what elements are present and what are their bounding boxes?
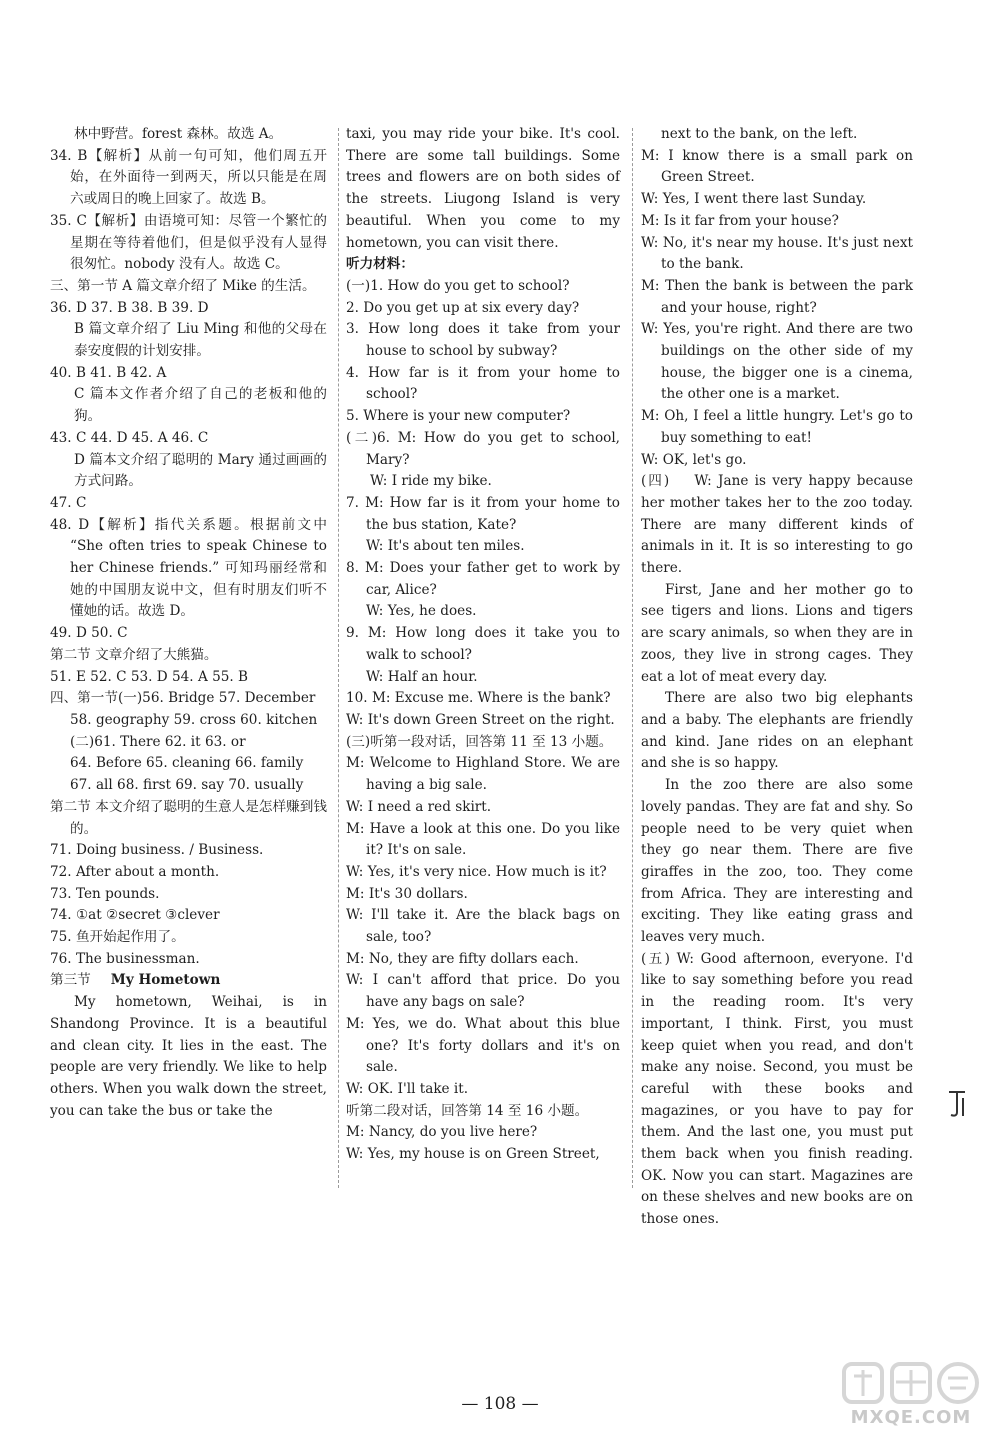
answer-item-48: 48. D【解析】指代关系题。根据前文中 “She often tries to speak Chinese to her Chinese friends.” 可知玛丽经常和她的中国朋友说中文，但有时朋友们听不懂她的话。故选 D。 [50, 516, 327, 620]
watermark-text: MXQE.COM [850, 1407, 972, 1428]
dialogue-10-m: 10. M: Excuse me. Where is the bank? [346, 690, 611, 707]
green-street-dialogue-line: W: Yes, my house is on Green Street, [346, 1146, 600, 1163]
column-answers [50, 124, 327, 1122]
essay-body-continued: taxi, you may ride your bike. It's cool. There are some tall buildings. Some trees and flowers are on both sides of the streets. Liugong Island is very beautiful. When you come to my hometown, you can visit there. [346, 126, 620, 251]
column-divider-left [338, 128, 339, 1188]
page-number: — 108 — [461, 1394, 539, 1414]
answer-row-67-70: 67. all 68. first 69. say 70. usually [70, 777, 304, 794]
store-dialogue-line: W: Yes, it's very nice. How much is it? [346, 863, 607, 880]
section-4-part-1: 四、第一节(一)56. Bridge 57. December [50, 690, 316, 707]
zoo-passage-intro [641, 471, 913, 580]
zoo-passage-p2: First, Jane and her mother go to see tigers and lions. Lions and tigers are scary animals, so when they are in zoos, they live in strong cages. They eat a lot of meat every day. [641, 581, 913, 685]
dialogue-9-w: W: Half an hour. [366, 668, 478, 685]
store-dialogue-line: M: Yes, we do. What about this blue one? It's forty dollars and it's on sale. [346, 1015, 620, 1076]
side-tab-icon [946, 1086, 968, 1120]
dialogue-8-m: 8. M: Does your father get to work by car, Alice? [346, 560, 620, 598]
answer-row-71: 71. Doing business. / Business. [50, 842, 264, 859]
section-4-label: (四) [641, 473, 670, 490]
zoo-passage-p4: In the zoo there are also some lovely pandas. They are fat and shy. So people need to be very quiet when they go near them. There are five giraffes in the zoo, too. They come from Africa. They are interesting and exciting. They like eating grass and leaves very much. [641, 777, 913, 946]
answer-row-51-55: 51. E 52. C 53. D 54. A 55. B [50, 668, 249, 685]
store-dialogue-line: W: I can't afford that price. Do you have any bags on sale? [346, 972, 620, 1011]
green-street-dialogue-line: M: Then the bank is between the park and your house, right? [641, 277, 913, 316]
dialogue-7-w: W: It's about ten miles. [366, 538, 525, 555]
answer-row-75: 75. 鱼开始起作用了。 [50, 929, 185, 946]
answer-row-47: 47. C [50, 494, 87, 511]
watermark-logo [836, 1356, 986, 1434]
listening-q1: (一)1. How do you get to school? [346, 277, 570, 294]
answer-row-49-50: 49. D 50. C [50, 625, 128, 642]
zoo-passage-p1: W: Jane is very happy because her mother takes her to the zoo today. There are many different kinds of animals in it. It is so interesting to go there. [641, 473, 913, 577]
section-3-part-2-instructions: 听第二段对话，回答第 14 至 16 小题。 [346, 1102, 589, 1119]
answer-row-40-42: 40. B 41. B 42. A [50, 364, 167, 381]
essay-section-label: 第三节 [50, 972, 91, 989]
watermark-icon [836, 1356, 986, 1412]
green-street-dialogue-line: M: Is it far from your house? [641, 212, 839, 229]
reading-room-passage: (五) W: Good afternoon, everyone. I'd like to say something before you read in the reading room. It's very important, I think. First, you must keep quiet when you read, and don't make any noise. Second, you must be careful with these books and magazines, or you have to pay for them. And the last one, you must put them back when you finish reading. OK. Now you can start. Magazines are on these shelves and new books are on those ones. [641, 950, 913, 1228]
dialogue-10-w: W: It's down Green Street on the right. [346, 711, 615, 728]
listening-q3: 3. How long does it take from your house to school by subway? [346, 321, 620, 360]
section-3-instructions: (三)听第一段对话，回答第 11 至 13 小题。 [346, 733, 613, 750]
dialogue-9-m: 9. M: How long does it take you to walk to school? [346, 625, 620, 663]
store-dialogue-line: W: I need a red skirt. [346, 798, 492, 815]
dialogue-6-m: (二)6. M: How do you get to school, Mary? [346, 429, 620, 468]
green-street-dialogue-line: W: OK, let's go. [641, 451, 747, 468]
column-listening-2 [641, 124, 913, 1231]
green-street-dialogue-line: next to the bank, on the left. [661, 126, 858, 142]
dialogue-6-w: W: I ride my bike. [370, 473, 492, 490]
green-street-dialogue-line: M: Oh, I feel a little hungry. Let's go to buy something to eat! [641, 408, 913, 446]
store-dialogue-line: M: It's 30 dollars. [346, 885, 468, 902]
column-divider-right [632, 128, 633, 1188]
answer-row-43-46: 43. C 44. D 45. A 46. C [50, 429, 209, 446]
essay-title: My Hometown [110, 972, 221, 989]
answer-item-35: 35. C【解析】由语境可知：尽管一个繁忙的星期在等待着他们，但是似乎没有人显得很匆忙。nobody 没有人。故选 C。 [50, 212, 327, 273]
listening-q5: 5. Where is your new computer? [346, 408, 571, 425]
answer-row-76: 76. The businessman. [50, 950, 200, 967]
store-dialogue-line: W: OK. I'll take it. [346, 1080, 469, 1097]
answer-row-74: 74. ①at ②secret ③clever [50, 907, 220, 924]
answer-row-73: 73. Ten pounds. [50, 885, 160, 902]
zoo-passage-p3: There are also two big elephants and a baby. The elephants are friendly and kind. Jane rides on an elephant and she is so happy. [641, 690, 913, 772]
answer-row-58-60: 58. geography 59. cross 60. kitchen [70, 711, 318, 728]
green-street-dialogue-line: W: Yes, you're right. And there are two buildings on the other side of my house, the bigger one is a cinema, the other one is a market. [641, 321, 913, 403]
store-dialogue-line: W: I'll take it. Are the black bags on sale, too? [346, 907, 620, 946]
listening-heading: 听力材料： [346, 256, 414, 273]
passage-c-summary: C 篇本文作者介绍了自己的老板和他的狗。 [74, 386, 327, 425]
green-street-dialogue-line: W: No, it's near my house. It's just next to the bank. [641, 234, 913, 273]
passage-d-summary: D 篇本文介绍了聪明的 Mary 通过画画的方式问路。 [74, 451, 327, 490]
answer-row-61-63: (二)61. There 62. it 63. or [70, 733, 246, 750]
store-dialogue-line: M: No, they are fifty dollars each. [346, 950, 579, 967]
green-street-dialogue-line: M: Nancy, do you live here? [346, 1124, 538, 1141]
listening-q2: 2. Do you get up at six every day? [346, 299, 580, 316]
dialogue-8-w: W: Yes, he does. [366, 603, 477, 620]
answer-row-36-39: 36. D 37. B 38. B 39. D [50, 299, 209, 316]
answer-line: 林中野营。forest 森林。故选 A。 [74, 126, 283, 142]
essay-heading [50, 970, 327, 992]
green-street-dialogue-line: M: I know there is a small park on Green Street. [641, 147, 913, 186]
answer-row-64-66: 64. Before 65. cleaning 66. family [70, 755, 304, 772]
store-dialogue-line: M: Welcome to Highland Store. We are having a big sale. [346, 755, 620, 794]
answer-item-34: 34. B【解析】从前一句可知，他们周五开始，在外面待一到两天，所以只能是在周六或周日的晚上回家了。故选 B。 [50, 147, 327, 208]
column-listening-1 [346, 124, 620, 1166]
essay-body: My hometown, Weihai, is in Shandong Province. It is a beautiful and clean city. It lies in the east. The people are very friendly. We like to help others. When you walk down the street, you can take the bus or take the [50, 994, 327, 1119]
store-dialogue-line: M: Have a look at this one. Do you like it? It's on sale. [346, 820, 620, 859]
green-street-dialogue-line: W: Yes, I went there last Sunday. [641, 191, 867, 208]
section-4-part-2-summary: 第二节 本文介绍了聪明的生意人是怎样赚到钱的。 [50, 798, 327, 837]
section-2-summary: 第二节 文章介绍了大熊猫。 [50, 646, 218, 663]
section-3-part-1: 三、第一节 A 篇文章介绍了 Mike 的生活。 [50, 277, 316, 294]
answer-row-72: 72. After about a month. [50, 863, 220, 880]
dialogue-7-m: 7. M: How far is it from your home to the bus station, Kate? [346, 494, 620, 533]
listening-q4: 4. How far is it from your home to school? [346, 364, 620, 403]
passage-b-summary: B 篇文章介绍了 Liu Ming 和他的父母在泰安度假的计划安排。 [74, 321, 327, 360]
